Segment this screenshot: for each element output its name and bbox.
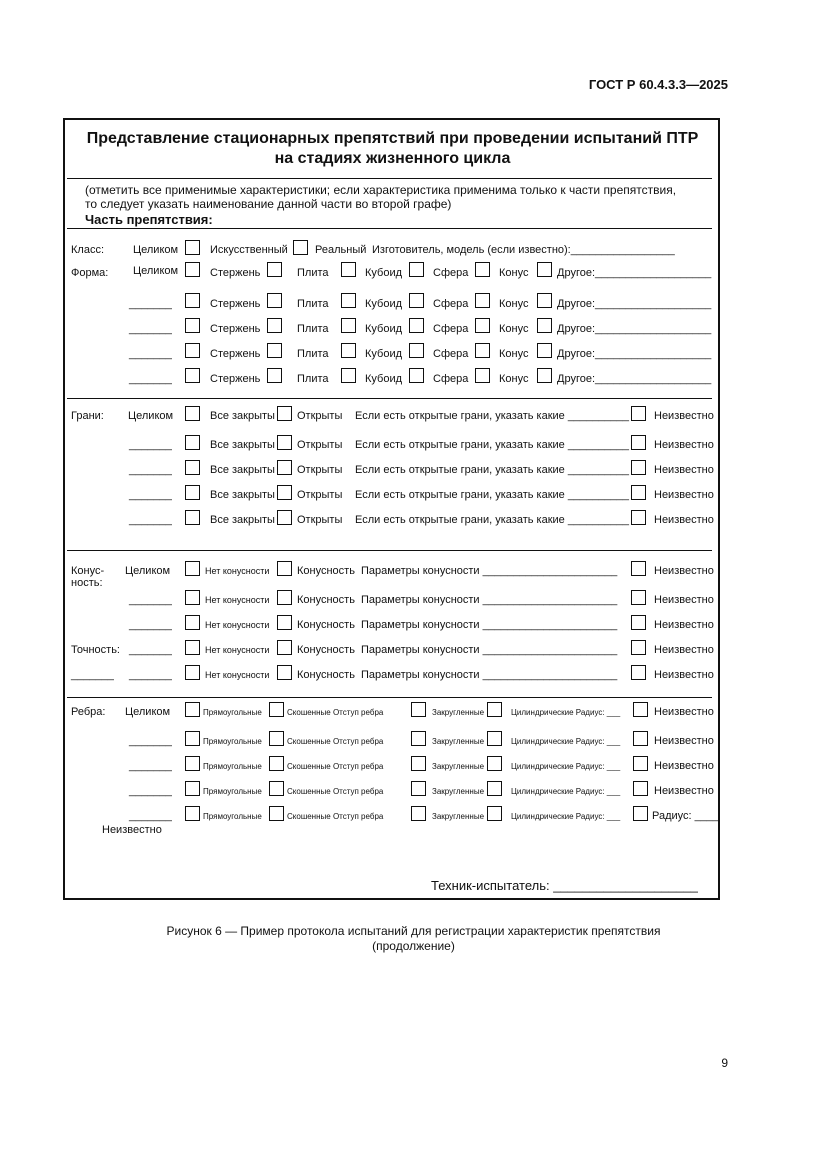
shape-option-label: Конус xyxy=(499,323,529,335)
edge-cylindrical-field[interactable]: Цилиндрические Радиус: ___ xyxy=(511,762,621,771)
faces-whole-label: Целиком xyxy=(128,410,174,422)
edge-chamfered-label: Скошенные Отступ ребра xyxy=(287,708,384,717)
edges-unknown-label: Неизвестно xyxy=(102,824,162,836)
class-whole-label: Целиком xyxy=(133,244,179,256)
shape-option-label: Конус xyxy=(499,373,529,385)
shape-part-blank[interactable]: _______ xyxy=(129,348,172,360)
edge-cylindrical-checkbox[interactable] xyxy=(633,731,648,746)
edge-rectangular-checkbox[interactable] xyxy=(185,731,200,746)
edge-chamfered-label: Скошенные Отступ ребра xyxy=(287,812,384,821)
faces-all-closed-checkbox[interactable] xyxy=(185,435,200,450)
no-taper-label: Нет конусности xyxy=(205,620,270,630)
edge-cylindrical-checkbox[interactable] xyxy=(633,781,648,796)
faces-open-checkbox[interactable] xyxy=(277,460,292,475)
faces-unknown-checkbox[interactable] xyxy=(631,460,646,475)
no-taper-checkbox[interactable] xyxy=(185,590,200,605)
obstacle-form xyxy=(63,118,720,900)
shape-checkbox[interactable] xyxy=(409,318,424,333)
no-taper-checkbox[interactable] xyxy=(185,561,200,576)
edges-part-blank[interactable]: _______ xyxy=(129,810,172,822)
faces-unknown-checkbox[interactable] xyxy=(631,510,646,525)
taper-unknown-checkbox[interactable] xyxy=(631,665,646,680)
edges-part-blank[interactable]: _______ xyxy=(129,735,172,747)
taper-part-blank[interactable]: _______ xyxy=(129,619,172,631)
shape-checkbox[interactable] xyxy=(537,293,552,308)
taper-unknown-checkbox[interactable] xyxy=(631,640,646,655)
faces-open-label: Открыты xyxy=(297,410,343,422)
taper-params-field[interactable]: Параметры конусности ______________________ xyxy=(361,644,618,656)
faces-open-checkbox[interactable] xyxy=(277,435,292,450)
shape-checkbox[interactable] xyxy=(185,368,200,383)
taper-label: Конус- xyxy=(71,565,105,577)
edge-cylindrical-checkbox[interactable] xyxy=(633,702,648,717)
faces-specify-field[interactable]: Если есть открытые грани, указать какие __________ xyxy=(355,489,629,501)
faces-open-label: Открыты xyxy=(297,489,343,501)
faces-part-blank[interactable]: _______ xyxy=(129,464,172,476)
edge-rounded-checkbox[interactable] xyxy=(487,781,502,796)
shape-part-blank[interactable]: _______ xyxy=(129,373,172,385)
shape-option-label: Плита xyxy=(297,348,329,360)
no-taper-label: Нет конусности xyxy=(205,670,270,680)
edge-rounded-checkbox[interactable] xyxy=(487,731,502,746)
shape-checkbox[interactable] xyxy=(267,262,282,277)
shape-option-label: Другое:___________________ xyxy=(557,323,712,335)
taper-part-blank[interactable]: _______ xyxy=(129,594,172,606)
shape-checkbox[interactable] xyxy=(341,293,356,308)
faces-all-closed-label: Все закрыты xyxy=(210,514,275,526)
edges-unknown-label: Неизвестно xyxy=(654,706,714,718)
taper-option-label: Конусность xyxy=(297,669,355,681)
shape-option-label: Плита xyxy=(297,267,329,279)
faces-unknown-checkbox[interactable] xyxy=(631,406,646,421)
class-artificial-checkbox[interactable] xyxy=(293,240,308,255)
shape-checkbox[interactable] xyxy=(341,343,356,358)
class-maker-field[interactable]: Изготовитель, модель (если известно):_________________ xyxy=(372,244,675,256)
edge-cylindrical-field[interactable]: Цилиндрические Радиус: ___ xyxy=(511,737,621,746)
edge-rectangular-checkbox[interactable] xyxy=(185,702,200,717)
faces-all-closed-checkbox[interactable] xyxy=(185,460,200,475)
faces-open-checkbox[interactable] xyxy=(277,485,292,500)
shape-option-label: Конус xyxy=(499,348,529,360)
faces-unknown-label: Неизвестно xyxy=(654,514,714,526)
form-title-line1: Представление стационарных препятствий при проведении испытаний ПТР xyxy=(86,130,699,147)
edge-chamfered-label: Скошенные Отступ ребра xyxy=(287,762,384,771)
edge-rounded-label: Закругленные xyxy=(432,737,485,746)
shape-checkbox[interactable] xyxy=(537,318,552,333)
edges-unknown-label: Неизвестно xyxy=(654,785,714,797)
faces-unknown-checkbox[interactable] xyxy=(631,485,646,500)
shape-checkbox[interactable] xyxy=(341,368,356,383)
faces-label: Грани: xyxy=(71,410,104,422)
shape-option-label: Сфера xyxy=(433,323,469,335)
faces-unknown-label: Неизвестно xyxy=(654,489,714,501)
shape-option-label: Стержень xyxy=(210,298,261,310)
shape-checkbox[interactable] xyxy=(185,262,200,277)
shape-option-label: Стержень xyxy=(210,373,261,385)
faces-specify-field[interactable]: Если есть открытые грани, указать какие __________ xyxy=(355,439,629,451)
edge-chamfered-label: Скошенные Отступ ребра xyxy=(287,787,384,796)
no-taper-checkbox[interactable] xyxy=(185,640,200,655)
shape-option-label: Конус xyxy=(499,298,529,310)
edge-rounded-label: Закругленные xyxy=(432,812,485,821)
edge-cylindrical-field[interactable]: Цилиндрические Радиус: ___ xyxy=(511,787,621,796)
faces-unknown-label: Неизвестно xyxy=(654,464,714,476)
faces-all-closed-label: Все закрыты xyxy=(210,464,275,476)
edge-rounded-label: Закругленные xyxy=(432,762,485,771)
shape-option-label: Сфера xyxy=(433,348,469,360)
taper-params-field[interactable]: Параметры конусности ______________________ xyxy=(361,565,618,577)
taper-unknown-checkbox[interactable] xyxy=(631,561,646,576)
shape-option-label: Стержень xyxy=(210,323,261,335)
caption-line2: (продолжение) xyxy=(372,939,455,953)
edge-chamfered-checkbox[interactable] xyxy=(269,806,284,821)
edge-chamfered-checkbox[interactable] xyxy=(269,781,284,796)
taper-params-field[interactable]: Параметры конусности ______________________ xyxy=(361,594,618,606)
faces-specify-field[interactable]: Если есть открытые грани, указать какие __________ xyxy=(355,464,629,476)
faces-unknown-checkbox[interactable] xyxy=(631,435,646,450)
shape-checkbox[interactable] xyxy=(537,343,552,358)
taper-part-blank[interactable]: _______ xyxy=(129,669,172,681)
edges-label: Ребра: xyxy=(71,706,106,718)
shape-part-blank[interactable]: _______ xyxy=(129,298,172,310)
taper-checkbox[interactable] xyxy=(277,665,292,680)
taper-checkbox[interactable] xyxy=(277,640,292,655)
edge-cylindrical-field[interactable]: Цилиндрические Радиус: ___ xyxy=(511,812,621,821)
note-line1: (отметить все применимые характеристики; если характеристика применима только к части препятствия, xyxy=(85,183,677,197)
page-number: 9 xyxy=(721,1056,728,1070)
edge-rounded-label: Закругленные xyxy=(432,787,485,796)
faces-part-blank[interactable]: _______ xyxy=(129,489,172,501)
shape-option-label: Сфера xyxy=(433,298,469,310)
taper-checkbox[interactable] xyxy=(277,615,292,630)
edge-chamfered-label: Скошенные Отступ ребра xyxy=(287,737,384,746)
shape-checkbox[interactable] xyxy=(185,318,200,333)
shape-option-label: Плита xyxy=(297,323,329,335)
divider xyxy=(67,178,712,179)
no-taper-checkbox[interactable] xyxy=(185,665,200,680)
edge-offset-checkbox[interactable] xyxy=(411,781,426,796)
edge-rectangular-checkbox[interactable] xyxy=(185,756,200,771)
shape-option-label: Сфера xyxy=(433,267,469,279)
shape-option-label: Другое:___________________ xyxy=(557,298,712,310)
shape-checkbox[interactable] xyxy=(409,262,424,277)
faces-specify-field[interactable]: Если есть открытые грани, указать какие __________ xyxy=(355,410,629,422)
form-title xyxy=(65,129,720,169)
taper-unknown-label: Неизвестно xyxy=(654,619,714,631)
shape-whole-label: Целиком xyxy=(133,265,179,277)
no-taper-label: Нет конусности xyxy=(205,566,270,576)
shape-option-label: Другое:___________________ xyxy=(557,373,712,385)
taper-label-line2: ность: xyxy=(71,577,103,589)
shape-checkbox[interactable] xyxy=(267,318,282,333)
technician-signature-field[interactable]: Техник-испытатель: ____________________ xyxy=(431,878,698,893)
faces-open-label: Открыты xyxy=(297,464,343,476)
edges-radius-field[interactable]: Радиус: ____ xyxy=(652,810,720,822)
taper-unknown-label: Неизвестно xyxy=(654,644,714,656)
shape-checkbox[interactable] xyxy=(409,293,424,308)
edge-cylindrical-checkbox[interactable] xyxy=(633,756,648,771)
faces-open-checkbox[interactable] xyxy=(277,406,292,421)
shape-checkbox[interactable] xyxy=(185,293,200,308)
shape-option-label: Другое:___________________ xyxy=(557,267,712,279)
edges-unknown-label: Неизвестно xyxy=(654,735,714,747)
edge-rectangular-checkbox[interactable] xyxy=(185,781,200,796)
shape-checkbox[interactable] xyxy=(341,262,356,277)
edge-rectangular-label: Прямоугольные xyxy=(203,737,262,746)
edge-offset-checkbox[interactable] xyxy=(411,702,426,717)
edge-rectangular-label: Прямоугольные xyxy=(203,787,262,796)
edge-rectangular-label: Прямоугольные xyxy=(203,762,262,771)
taper-option-label: Конусность xyxy=(297,644,355,656)
taper-checkbox[interactable] xyxy=(277,561,292,576)
faces-all-closed-label: Все закрыты xyxy=(210,489,275,501)
faces-all-closed-label: Все закрыты xyxy=(210,439,275,451)
faces-all-closed-checkbox[interactable] xyxy=(185,485,200,500)
shape-checkbox[interactable] xyxy=(409,368,424,383)
edges-part-blank[interactable]: _______ xyxy=(129,760,172,772)
taper-unknown-checkbox[interactable] xyxy=(631,615,646,630)
shape-option-label: Конус xyxy=(499,267,529,279)
shape-option-label: Кубоид xyxy=(365,323,403,335)
shape-part-blank[interactable]: _______ xyxy=(129,323,172,335)
edges-unknown-label: Неизвестно xyxy=(654,760,714,772)
taper-unknown-checkbox[interactable] xyxy=(631,590,646,605)
shape-checkbox[interactable] xyxy=(537,368,552,383)
edges-part-blank[interactable]: _______ xyxy=(129,785,172,797)
shape-checkbox[interactable] xyxy=(537,262,552,277)
faces-all-closed-label: Все закрыты xyxy=(210,410,275,422)
faces-part-blank[interactable]: _______ xyxy=(129,439,172,451)
taper-option-label: Конусность xyxy=(297,594,355,606)
faces-unknown-label: Неизвестно xyxy=(654,439,714,451)
shape-option-label: Кубоид xyxy=(365,348,403,360)
taper-whole-label: Целиком xyxy=(125,565,171,577)
taper-part-blank[interactable]: _______ xyxy=(129,644,172,656)
taper-checkbox[interactable] xyxy=(277,590,292,605)
no-taper-label: Нет конусности xyxy=(205,645,270,655)
class-label: Класс: xyxy=(71,244,104,256)
shape-option-label: Другое:___________________ xyxy=(557,348,712,360)
shape-option-label: Стержень xyxy=(210,348,261,360)
faces-open-label: Открыты xyxy=(297,514,343,526)
shape-checkbox[interactable] xyxy=(341,318,356,333)
divider xyxy=(67,697,712,698)
edge-cylindrical-checkbox[interactable] xyxy=(633,806,648,821)
no-taper-checkbox[interactable] xyxy=(185,615,200,630)
shape-option-label: Плита xyxy=(297,373,329,385)
faces-specify-field[interactable]: Если есть открытые грани, указать какие __________ xyxy=(355,514,629,526)
edge-offset-checkbox[interactable] xyxy=(411,731,426,746)
edge-rounded-checkbox[interactable] xyxy=(487,702,502,717)
taper-params-field[interactable]: Параметры конусности ______________________ xyxy=(361,669,618,681)
standard-header: ГОСТ Р 60.4.3.3—2025 xyxy=(588,77,728,92)
edge-rounded-checkbox[interactable] xyxy=(487,756,502,771)
faces-all-closed-checkbox[interactable] xyxy=(185,406,200,421)
shape-checkbox[interactable] xyxy=(267,343,282,358)
shape-option-label: Кубоид xyxy=(365,373,403,385)
accuracy-blank[interactable]: _______ xyxy=(71,669,114,681)
caption-line1: Рисунок 6 — Пример протокола испытаний для регистрации характеристик препятствия xyxy=(166,924,661,938)
shape-checkbox[interactable] xyxy=(475,368,490,383)
taper-params-field[interactable]: Параметры конусности ______________________ xyxy=(361,619,618,631)
edge-chamfered-checkbox[interactable] xyxy=(269,756,284,771)
part-label: Часть препятствия: xyxy=(85,212,213,227)
note-line2: то следует указать наименование данной части во второй графе) xyxy=(85,197,452,211)
shape-option-label: Плита xyxy=(297,298,329,310)
shape-checkbox[interactable] xyxy=(475,318,490,333)
edge-chamfered-checkbox[interactable] xyxy=(269,731,284,746)
form-title-line2: на стадиях жизненного цикла xyxy=(274,150,511,167)
class-whole-checkbox[interactable] xyxy=(185,240,200,255)
taper-unknown-label: Неизвестно xyxy=(654,594,714,606)
edge-rounded-checkbox[interactable] xyxy=(487,806,502,821)
faces-open-checkbox[interactable] xyxy=(277,510,292,525)
edge-offset-checkbox[interactable] xyxy=(411,806,426,821)
accuracy-label: Точность: xyxy=(71,644,120,656)
edge-rectangular-label: Прямоугольные xyxy=(203,812,262,821)
divider xyxy=(67,398,712,399)
edge-rounded-label: Закругленные xyxy=(432,708,485,717)
figure-caption xyxy=(0,924,827,954)
shape-checkbox[interactable] xyxy=(267,368,282,383)
faces-open-label: Открыты xyxy=(297,439,343,451)
no-taper-label: Нет конусности xyxy=(205,595,270,605)
edges-whole-label: Целиком xyxy=(125,706,171,718)
taper-option-label: Конусность xyxy=(297,565,355,577)
divider xyxy=(67,550,712,551)
shape-checkbox[interactable] xyxy=(475,293,490,308)
shape-option-label: Стержень xyxy=(210,267,261,279)
shape-checkbox[interactable] xyxy=(475,262,490,277)
faces-unknown-label: Неизвестно xyxy=(654,410,714,422)
shape-checkbox[interactable] xyxy=(267,293,282,308)
edge-rectangular-checkbox[interactable] xyxy=(185,806,200,821)
shape-checkbox[interactable] xyxy=(409,343,424,358)
class-real-label: Реальный xyxy=(315,244,367,256)
shape-checkbox[interactable] xyxy=(185,343,200,358)
edge-offset-checkbox[interactable] xyxy=(411,756,426,771)
taper-unknown-label: Неизвестно xyxy=(654,669,714,681)
edge-rectangular-label: Прямоугольные xyxy=(203,708,262,717)
taper-unknown-label: Неизвестно xyxy=(654,565,714,577)
shape-label: Форма: xyxy=(71,267,109,279)
edge-chamfered-checkbox[interactable] xyxy=(269,702,284,717)
shape-checkbox[interactable] xyxy=(475,343,490,358)
faces-all-closed-checkbox[interactable] xyxy=(185,510,200,525)
shape-option-label: Сфера xyxy=(433,373,469,385)
taper-option-label: Конусность xyxy=(297,619,355,631)
instruction-note xyxy=(85,183,676,211)
shape-option-label: Кубоид xyxy=(365,267,403,279)
faces-part-blank[interactable]: _______ xyxy=(129,514,172,526)
divider xyxy=(67,228,712,229)
edge-cylindrical-field[interactable]: Цилиндрические Радиус: ___ xyxy=(511,708,621,717)
shape-option-label: Кубоид xyxy=(365,298,403,310)
class-artificial-label: Искусственный xyxy=(210,244,288,256)
